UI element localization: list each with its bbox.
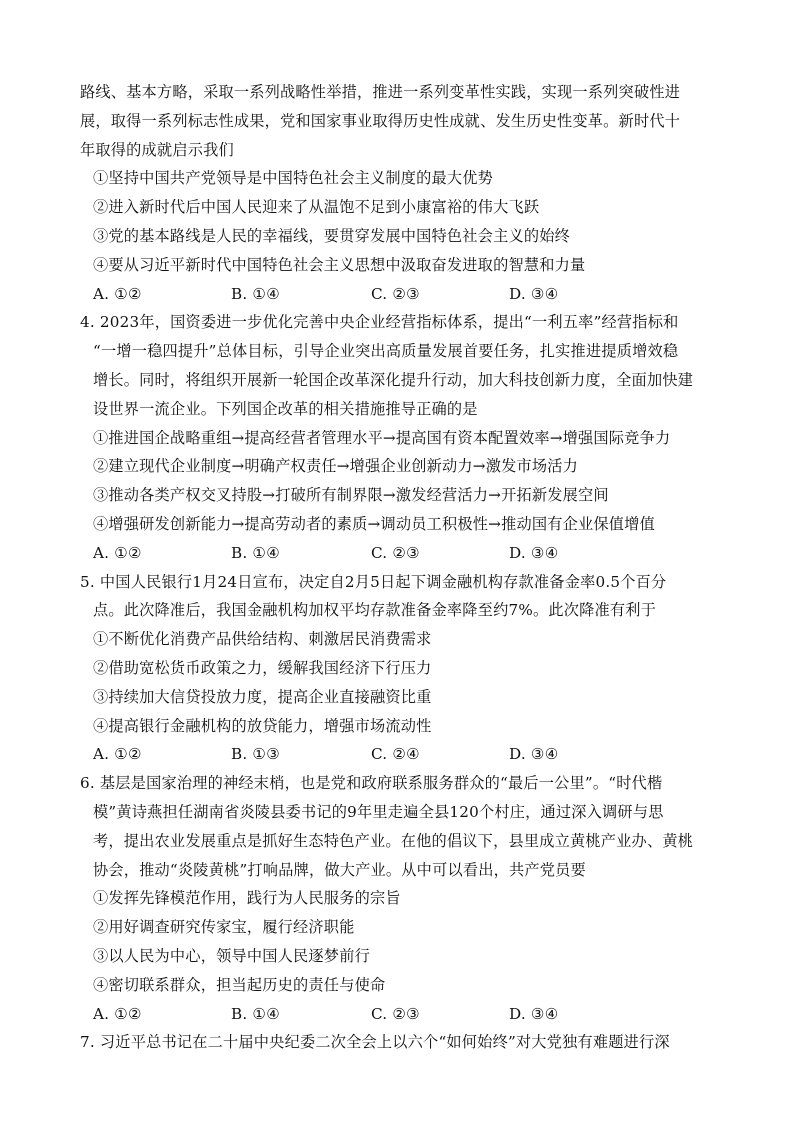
question-text-line: 展，取得一系列标志性成果，党和国家事业取得历史性成就、发生历史性变革。新时代十: [80, 111, 681, 130]
statement-item: ③以人民为中心，领导中国人民逐梦前行: [93, 946, 370, 965]
option-a: A. ①②: [93, 745, 142, 764]
question-text-line: “一增一稳四提升”总体目标，引导企业突出高质量发展首要任务，扎实推进提质增效稳: [93, 342, 679, 361]
page-content: [80, 78, 720, 1057]
statement-item: ④密切联系群众，担当起历史的责任与使命: [93, 975, 386, 994]
question-7: [80, 1028, 720, 1057]
statement-item: ②建立现代企业制度→明确产权责任→增强企业创新动力→激发市场活力: [93, 457, 579, 476]
statement-item: ④要从习近平新时代中国特色社会主义思想中汲取奋发进取的智慧和力量: [93, 255, 586, 274]
option-d: D. ③④: [509, 1004, 559, 1023]
statement-item: ③推动各类产权交叉持股→打破所有制界限→激发经营活力→开拓新发展空间: [93, 486, 609, 505]
answer-options: [80, 280, 720, 309]
statement-item: ③持续加大信贷投放力度，提高企业直接融资比重: [93, 687, 432, 706]
statement-item: ①不断优化消费产品供给结构、刺激居民消费需求: [93, 630, 432, 649]
option-c: C. ②③: [371, 1004, 420, 1023]
question-5: [80, 568, 720, 770]
question-text-line: 增长。同时，将组织开展新一轮国企改革深化提升行动，加大科技创新力度，全面加快建: [93, 370, 694, 389]
statement-item: ④提高银行金融机构的放贷能力，增强市场流动性: [93, 716, 432, 735]
question-text-line: 路线、基本方略，采取一系列战略性举措，推进一系列变革性实践，实现一系列突破性进: [80, 83, 681, 101]
question-text-line: 点。此次降准后，我国金融机构加权平均存款准备金率降至约7%。此次降准有利于: [93, 601, 657, 620]
statement-item: ④增强研发创新能力→提高劳动者的素质→调动员工积极性→推动国有企业保值增值: [93, 514, 655, 533]
option-d: D. ③④: [509, 284, 559, 303]
question-text-line: 年取得的成就启示我们: [80, 140, 234, 159]
statement-item: ①坚持中国共产党领导是中国特色社会主义制度的最大优势: [93, 169, 494, 188]
option-a: A. ①②: [93, 284, 142, 303]
answer-options: [80, 1000, 720, 1029]
question-text-line: 4. 2023年，国资委进一步优化完善中央企业经营指标体系，提出“一利五率”经营指标和: [80, 313, 679, 332]
statement-item: ②借助宽松货币政策之力，缓解我国经济下行压力: [93, 658, 432, 677]
question-3-continuation: [80, 78, 720, 308]
option-a: A. ①②: [93, 1004, 142, 1023]
statement-item: ①推进国企战略重组→提高经营者管理水平→提高国有资本配置效率→增强国际竞争力: [93, 428, 671, 447]
option-a: A. ①②: [93, 543, 142, 562]
statement-item: ②用好调查研究传家宝，履行经济职能: [93, 918, 355, 937]
question-text-line: 协会，推动“炎陵黄桃”打响品牌，做大产业。从中可以看出，共产党员要: [93, 860, 586, 879]
option-b: B. ①④: [231, 1004, 281, 1023]
question-text-line: 5. 中国人民银行1月24日宣布，决定自2月5日起下调金融机构存款准备金率0.5个百分: [80, 572, 667, 591]
question-text-line: 模”黄诗燕担任湖南省炎陵县委书记的9年里走遍全县120个村庄，通过深入调研与思: [93, 802, 664, 821]
answer-options: [80, 740, 720, 769]
answer-options: [80, 539, 720, 568]
option-b: B. ①④: [231, 284, 281, 303]
question-text-line: 7. 习近平总书记在二十届中央纪委二次全会上以六个“如何始终”对大党独有难题进行深: [80, 1033, 670, 1052]
statement-item: ②进入新时代后中国人民迎来了从温饱不足到小康富裕的伟大飞跃: [93, 198, 540, 217]
option-b: B. ①③: [231, 745, 281, 764]
option-d: D. ③④: [509, 543, 559, 562]
option-c: C. ②④: [371, 745, 420, 764]
question-text-line: 设世界一流企业。下列国企改革的相关措施推导正确的是: [93, 399, 478, 418]
question-4: [80, 308, 720, 567]
question-text-line: 考，提出农业发展重点是抓好生态特色产业。在他的倡议下，县里成立黄桃产业办、黄桃: [93, 831, 694, 850]
option-c: C. ②③: [371, 284, 420, 303]
option-d: D. ③④: [509, 745, 559, 764]
option-b: B. ①④: [231, 543, 281, 562]
statement-item: ③党的基本路线是人民的幸福线，要贯穿发展中国特色社会主义的始终: [93, 226, 571, 245]
question-6: [80, 769, 720, 1028]
statement-item: ①发挥先锋模范作用，践行为人民服务的宗旨: [93, 889, 401, 908]
question-text-line: 6. 基层是国家治理的神经末梢，也是党和政府联系服务群众的“最后一公里”。“时代楷: [80, 774, 663, 793]
option-c: C. ②③: [371, 543, 420, 562]
